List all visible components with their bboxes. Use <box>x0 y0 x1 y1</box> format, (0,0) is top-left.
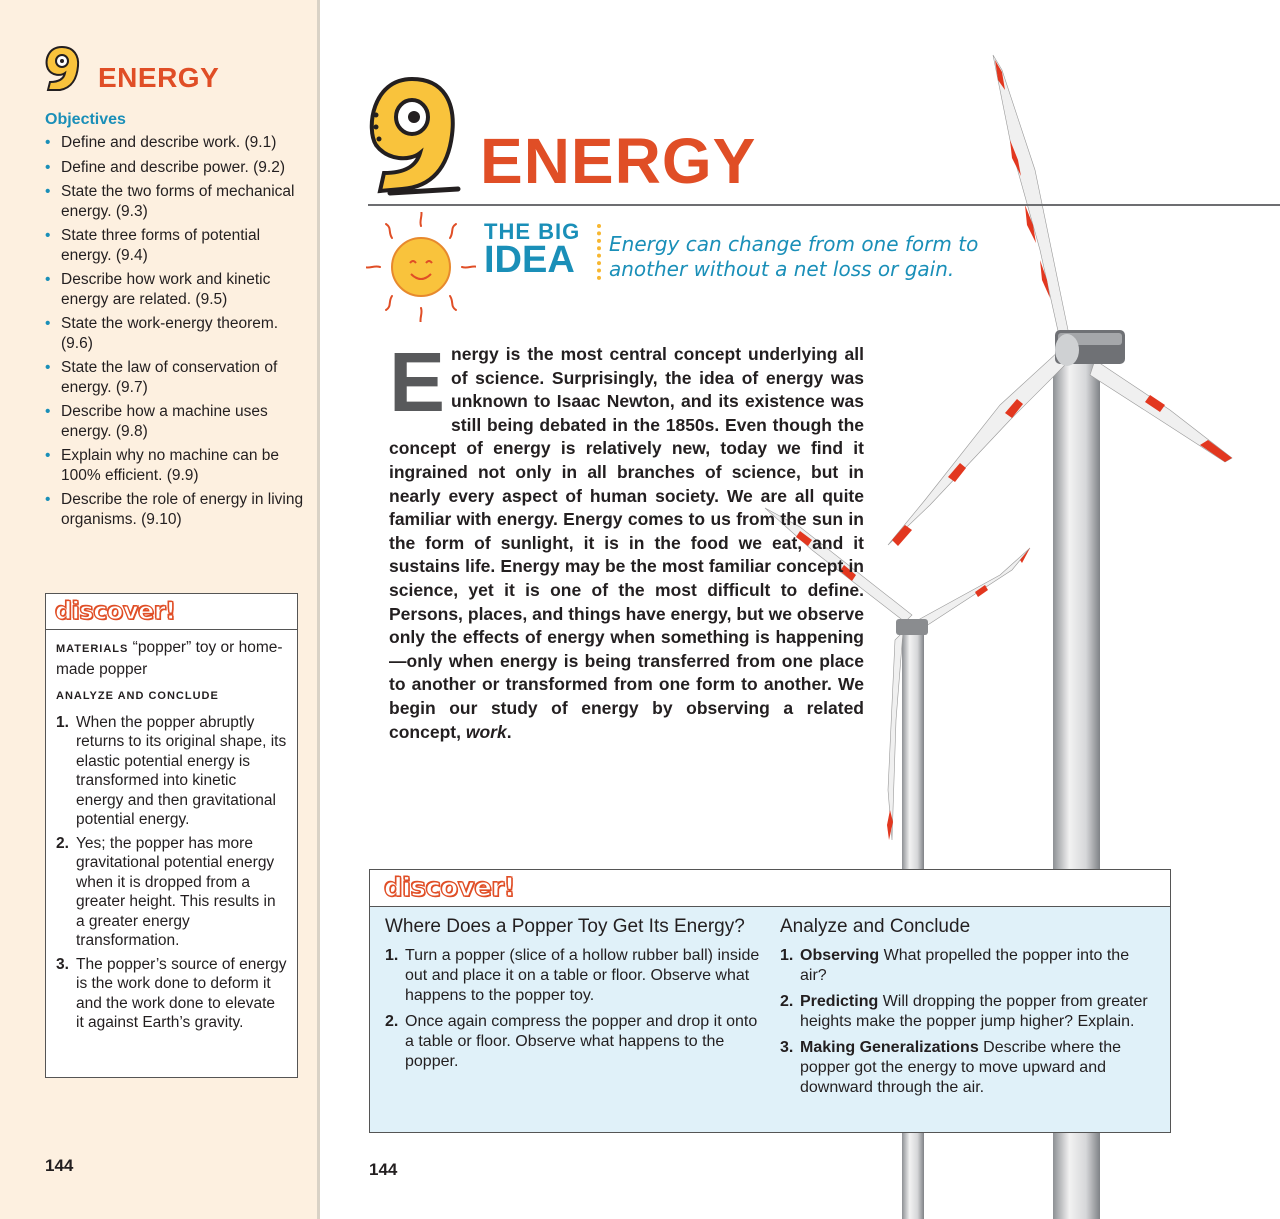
discover-heading: discover! <box>55 597 176 625</box>
analyze-questions <box>780 946 1150 1098</box>
activity-steps <box>385 946 760 1072</box>
objective-item: • Describe the role of energy in living organisms. (9.10) <box>45 491 304 528</box>
objective-item: • Describe how work and kinetic energy are related. (9.5) <box>45 271 271 308</box>
activity-step: 1. Turn a popper (slice of a hollow rubber ball) inside out and place it on a table or floor. Observe what happens to the popper toy. <box>385 947 760 1004</box>
objective-item: • State the law of conservation of energy. (9.7) <box>45 359 278 396</box>
sidebar-chapter-title: ENERGY <box>98 62 220 93</box>
chapter-title: ENERGY <box>480 125 757 197</box>
objective-item: • State the two forms of mechanical energy. (9.3) <box>45 183 295 220</box>
materials-label: MATERIALS <box>56 643 129 655</box>
objective-item: • Describe how a machine uses energy. (9.8) <box>45 403 268 440</box>
activity-column <box>385 916 760 1078</box>
objective-item: • State the work-energy theorem. (9.6) <box>45 315 279 352</box>
sidebar-page-number: 144 <box>45 1156 74 1175</box>
objective-item: • Define and describe power. (9.2) <box>45 158 286 176</box>
drop-cap: E <box>389 335 446 429</box>
materials-text: “popper” toy or home-made popper <box>56 639 283 678</box>
analyze-question: 1. Observing What propelled the popper into the air? <box>780 947 1130 984</box>
objective-item: • State three forms of potential energy. (9.4) <box>45 227 261 264</box>
answer-item: 1. When the popper abruptly returns to its original shape, its elastic potential energy is transformed into kinetic energy and then gravitational potential energy. <box>56 713 287 828</box>
analyze-column <box>780 916 1150 1104</box>
analyze-label: ANALYZE AND CONCLUDE <box>56 690 219 702</box>
analyze-heading: Analyze and Conclude <box>780 916 971 937</box>
page-number: 144 <box>369 1160 398 1179</box>
discover-heading: discover! <box>384 873 516 903</box>
intro-paragraph: Energy is the most central concept underlying all of science. Surprisingly, the idea of energy was unknown to Isaac Newton, and its existence was still being debated in the 1850s. Even though the concept of energy is relatively new, today we find it ingrained not only in all branches of science, but in nearly every aspect of human society. We are all quite familiar with energy. Energy comes to us from the sun in the form of sunlight, it is in the food we eat, and it sustains life. Energy may be the most familiar concept in science, yet it is one of the most difficult to define. Persons, places, and things have energy, but we observe only the effects of energy when something is happening—only when energy is being transferred from one place to another or transformed from one form to another. We begin our study of energy by observing a related concept, work. <box>389 335 864 742</box>
analyze-question: 3. Making Generalizations Describe where the popper got the energy to move upward and downward through the air. <box>780 1039 1122 1096</box>
big-idea-label: THE BIG IDEA <box>484 219 581 281</box>
title-rule <box>368 204 1280 206</box>
sun-icon <box>366 212 476 322</box>
activity-step: 2. Once again compress the popper and drop it onto a table or floor. Observe what happens to the popper. <box>385 1013 758 1070</box>
discover-activity-box <box>369 869 1171 1133</box>
activity-heading: Where Does a Popper Toy Get Its Energy? <box>385 916 745 937</box>
objective-item: • Explain why no machine can be 100% efficient. (9.9) <box>45 447 279 484</box>
answer-item: 3. The popper’s source of energy is the work done to deform it and the work done to elevate it against Earth’s gravity. <box>56 955 287 1031</box>
chapter-number-9-icon <box>362 75 462 197</box>
objective-item: • Define and describe work. (9.1) <box>45 134 277 151</box>
big-idea-divider <box>597 224 605 280</box>
answer-item: 2. Yes; the popper has more gravitational potential energy when it is dropped from a greater height. This results in a greater energy transformation. <box>56 834 276 949</box>
big-idea-text: Energy can change from one form to another without a net loss or gain. <box>609 232 979 281</box>
objectives-heading: Objectives <box>45 111 126 128</box>
analyze-question: 2. Predicting Will dropping the popper from greater heights make the popper jump higher? Explain. <box>780 993 1148 1030</box>
